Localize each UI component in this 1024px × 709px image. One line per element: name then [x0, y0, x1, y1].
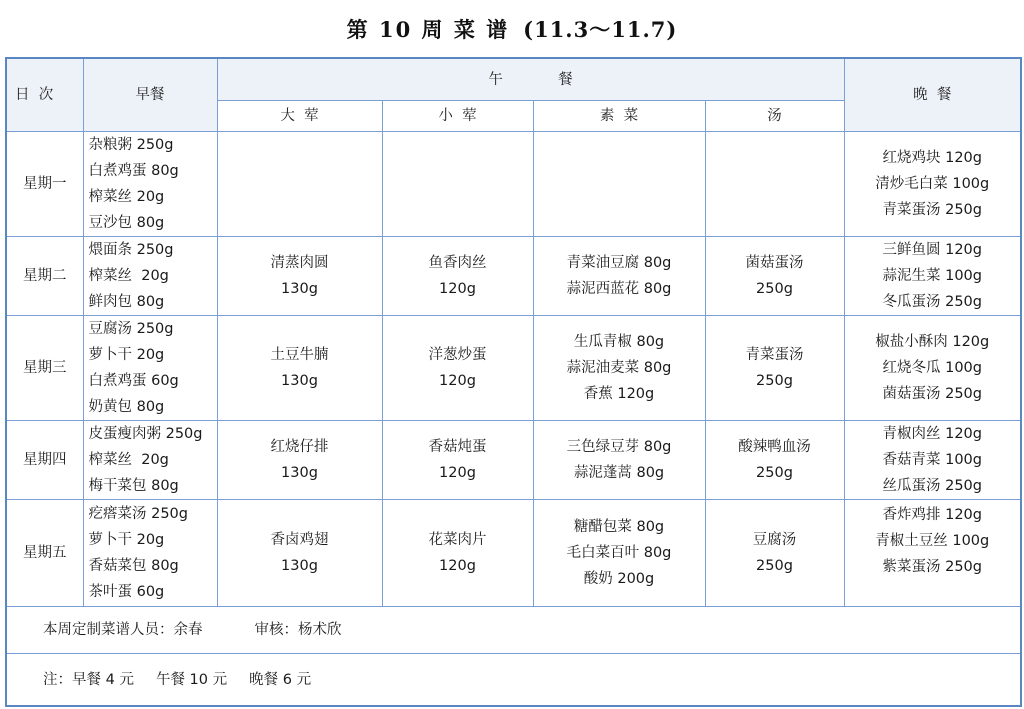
staff-row [6, 607, 1021, 654]
dish-weight: 120g [439, 373, 476, 389]
soup-cell [705, 316, 844, 421]
menu-item: 白煮鸡蛋 60g [88, 373, 179, 389]
day-cell: 星期二 [6, 237, 83, 316]
dish-name: 清蒸肉圆 [270, 255, 329, 271]
breakfast-cell [83, 316, 217, 421]
dish-name: 红烧仔排 [270, 439, 329, 455]
table-row [6, 500, 1021, 607]
menu-item: 豆沙包 80g [88, 215, 165, 231]
menu-item: 青菜油豆腐 80g [566, 255, 672, 271]
dish-weight: 130g [281, 373, 318, 389]
big-meat-cell [217, 316, 382, 421]
dish-weight: 130g [281, 281, 318, 297]
dish-name: 豆腐汤 [752, 532, 797, 548]
menu-item: 香蕉 120g [583, 386, 655, 402]
menu-item: 蒜泥油麦菜 80g [566, 360, 672, 376]
dish-weight: 120g [439, 558, 476, 574]
dish-weight: 130g [281, 558, 318, 574]
small-meat-cell [382, 237, 533, 316]
small-meat-cell [382, 500, 533, 607]
header-vegetable: 素 菜 [533, 101, 705, 132]
day-cell: 星期五 [6, 500, 83, 607]
dish-weight: 250g [756, 465, 793, 481]
day-cell: 星期一 [6, 132, 83, 237]
dinner-cell [844, 500, 1021, 607]
dish-weight: 250g [756, 281, 793, 297]
page-title [0, 14, 1024, 44]
menu-item: 豆腐汤 250g [88, 321, 174, 337]
menu-item: 梅干菜包 80g [88, 478, 179, 494]
menu-title: 第 10 周 菜 谱 [346, 17, 510, 42]
menu-item: 蒜泥蓬蒿 80g [573, 465, 665, 481]
day-cell: 星期三 [6, 316, 83, 421]
table-row [6, 237, 1021, 316]
breakfast-cell [83, 421, 217, 500]
breakfast-cell [83, 500, 217, 607]
menu-item: 红烧鸡块 120g [882, 150, 982, 166]
menu-item: 榨菜丝 20g [88, 189, 165, 205]
dinner-cell [844, 237, 1021, 316]
menu-item: 生瓜青椒 80g [573, 334, 665, 350]
menu-item: 红烧冬瓜 100g [882, 360, 982, 376]
menu-item: 清炒毛白菜 100g [875, 176, 990, 192]
header-small-meat: 小 荤 [382, 101, 533, 132]
menu-item: 香菇菜包 80g [88, 558, 179, 574]
small-meat-cell [382, 316, 533, 421]
day-cell: 星期四 [6, 421, 83, 500]
dinner-cell [844, 132, 1021, 237]
dinner-cell [844, 316, 1021, 421]
menu-item: 白煮鸡蛋 80g [88, 163, 179, 179]
menu-item: 青椒肉丝 120g [882, 426, 982, 442]
menu-item: 奶黄包 80g [88, 399, 165, 415]
menu-item: 萝卜干 20g [88, 347, 165, 363]
table-row [6, 316, 1021, 421]
dish-name: 土豆牛腩 [270, 347, 329, 363]
soup-cell [705, 500, 844, 607]
menu-item: 香炸鸡排 120g [882, 507, 982, 523]
vegetable-cell [533, 316, 705, 421]
dish-name: 花菜肉片 [428, 532, 487, 548]
big-meat-cell [217, 237, 382, 316]
menu-item: 茶叶蛋 60g [88, 584, 165, 600]
breakfast-cell [83, 132, 217, 237]
price-note-row [6, 654, 1021, 707]
dish-weight: 130g [281, 465, 318, 481]
dish-name: 酸辣鸭血汤 [738, 439, 811, 455]
menu-item: 萝卜干 20g [88, 532, 165, 548]
menu-item: 榨菜丝 20g [88, 268, 169, 284]
menu-item: 鲜肉包 80g [88, 294, 165, 310]
menu-item: 菌菇蛋汤 250g [882, 386, 982, 402]
header-breakfast: 早餐 [83, 58, 217, 132]
dish-name: 香菇炖蛋 [428, 439, 487, 455]
header-dinner: 晚 餐 [844, 58, 1021, 132]
dinner-price: 晚餐 6 元 [249, 671, 312, 688]
menu-item: 糖醋包菜 80g [573, 519, 665, 535]
menu-item: 三色绿豆芽 80g [566, 439, 672, 455]
menu-item: 皮蛋瘦肉粥 250g [88, 426, 203, 442]
menu-item: 毛白菜百叶 80g [566, 545, 672, 561]
small-meat-cell [382, 132, 533, 237]
vegetable-cell [533, 421, 705, 500]
table-row [6, 132, 1021, 237]
price-note-cell [6, 654, 1021, 707]
date-range: (11.3～11.7) [523, 17, 678, 42]
big-meat-cell [217, 500, 382, 607]
breakfast-price: 早餐 4 元 [72, 671, 134, 688]
menu-item: 香菇青菜 100g [882, 452, 982, 468]
header-soup: 汤 [705, 101, 844, 132]
dish-weight: 120g [439, 465, 476, 481]
menu-item: 椒盐小酥肉 120g [875, 334, 990, 350]
dish-weight: 250g [756, 373, 793, 389]
dish-weight: 250g [756, 558, 793, 574]
header-big-meat: 大 荤 [217, 101, 382, 132]
menu-item: 蒜泥西蓝花 80g [566, 281, 672, 297]
header-lunch: 午 餐 [217, 58, 844, 101]
planner-text: 本周定制菜谱人员：余春 [43, 622, 203, 638]
vegetable-cell [533, 237, 705, 316]
soup-cell [705, 421, 844, 500]
menu-item: 青椒土豆丝 100g [875, 533, 990, 549]
big-meat-cell [217, 132, 382, 237]
reviewer-text: 审核：杨术欣 [254, 622, 342, 638]
menu-item: 榨菜丝 20g [88, 452, 169, 468]
menu-item: 煨面条 250g [88, 242, 174, 258]
vegetable-cell [533, 500, 705, 607]
header-day: 日 次 [6, 58, 83, 132]
soup-cell [705, 132, 844, 237]
dish-weight: 120g [439, 281, 476, 297]
table-row [6, 421, 1021, 500]
menu-item: 冬瓜蛋汤 250g [882, 294, 982, 310]
weekly-menu-table [5, 57, 1022, 707]
menu-item: 蒜泥生菜 100g [882, 268, 982, 284]
dinner-cell [844, 421, 1021, 500]
big-meat-cell [217, 421, 382, 500]
menu-item: 丝瓜蛋汤 250g [882, 478, 982, 494]
dish-name: 洋葱炒蛋 [428, 347, 487, 363]
menu-item: 三鲜鱼圆 120g [882, 242, 982, 258]
dish-name: 菌菇蛋汤 [745, 255, 804, 271]
menu-item: 青菜蛋汤 250g [882, 202, 982, 218]
menu-item: 紫菜蛋汤 250g [882, 559, 982, 575]
menu-item: 酸奶 200g [583, 571, 655, 587]
note-label: 注： [43, 671, 72, 688]
dish-name: 鱼香肉丝 [428, 255, 487, 271]
staff-cell [6, 607, 1021, 654]
dish-name: 青菜蛋汤 [745, 347, 804, 363]
small-meat-cell [382, 421, 533, 500]
soup-cell [705, 237, 844, 316]
breakfast-cell [83, 237, 217, 316]
lunch-price: 午餐 10 元 [155, 671, 228, 688]
menu-item: 杂粮粥 250g [88, 137, 174, 153]
dish-name: 香卤鸡翅 [270, 532, 329, 548]
menu-item: 疙瘩菜汤 250g [88, 506, 188, 522]
vegetable-cell [533, 132, 705, 237]
